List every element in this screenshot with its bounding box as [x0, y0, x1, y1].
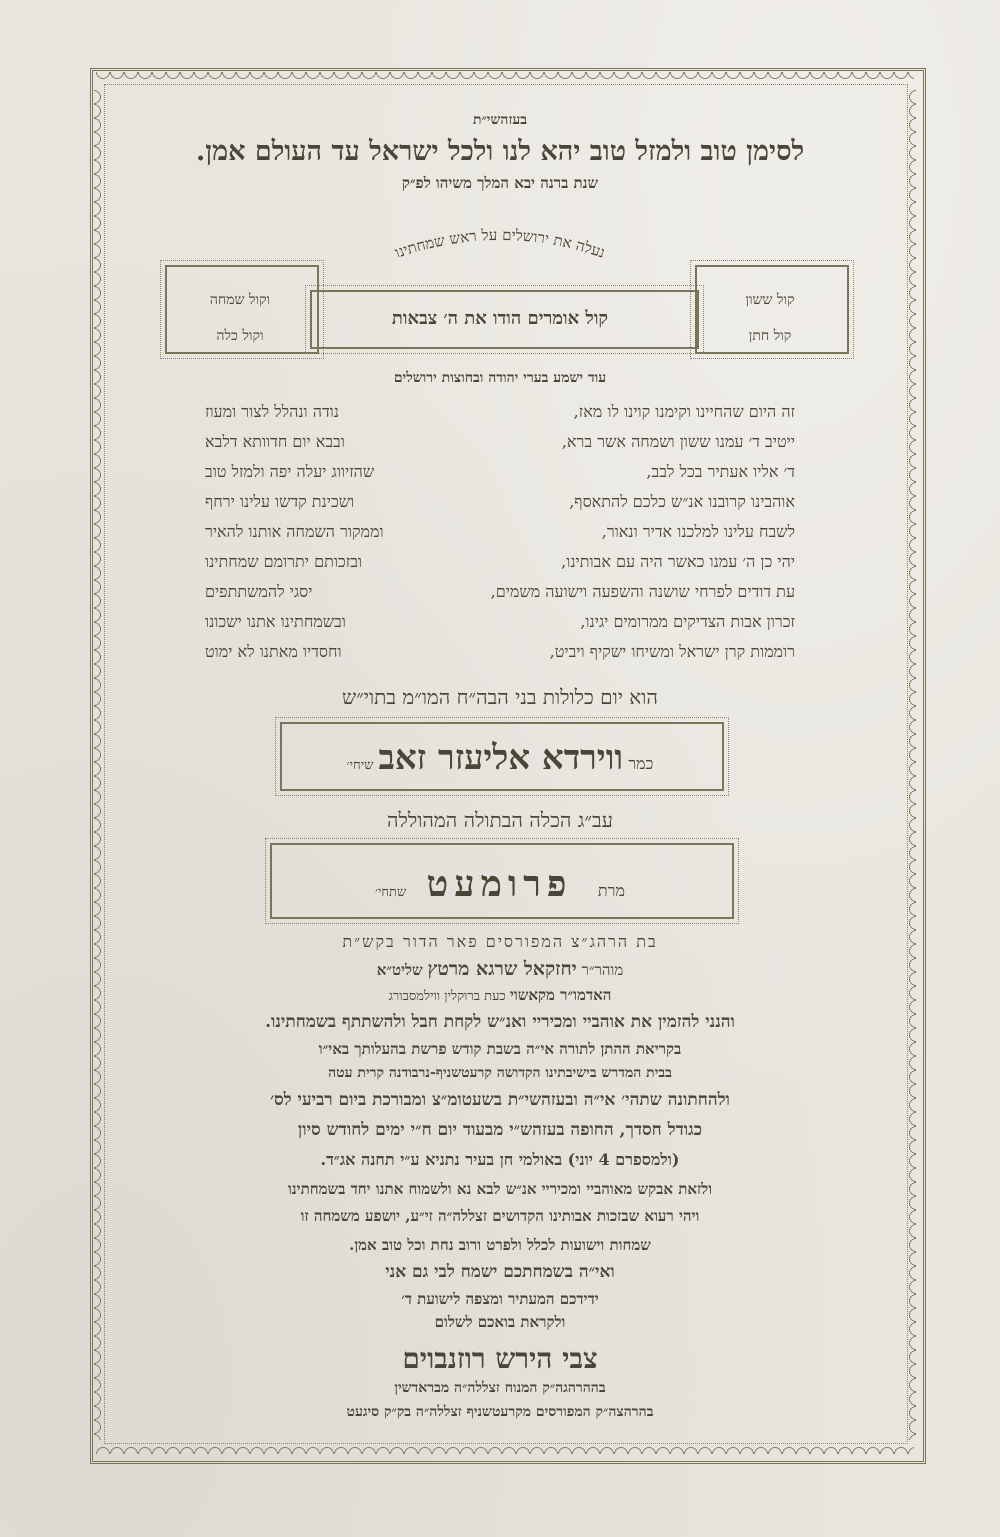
- arch-arc-svg: [300, 195, 700, 305]
- poem-line-left: נודה ונהלל לצור ומעוז: [205, 402, 339, 421]
- svg-text:נעלה את ירושלים על ראש שמחתינו: [393, 226, 608, 262]
- besiyata-text: בעזהשי״ת: [472, 112, 528, 128]
- poem-line: [205, 432, 795, 452]
- poem-line-right: ד׳ אליו אעתיר בכל לבב,: [646, 462, 795, 481]
- invitation-line: (ולמספרם 4 יוני) באולמי חן בעיר נתניא ע״י תחנה אג״ד.: [320, 1150, 680, 1169]
- poem-line: [205, 492, 795, 512]
- poem-line-left: ובבא יום חדוותא דלבא: [205, 432, 345, 451]
- poem-line: [205, 402, 795, 422]
- poem-line: [205, 552, 795, 572]
- poem-line-left: יסגי להמשתתפים: [205, 582, 313, 601]
- left-box-top: וקול שמחה: [209, 292, 271, 308]
- groom-suffix: שיחי׳: [346, 758, 374, 773]
- arch-center-text: קול אומרים הודו את ה׳ צבאות: [391, 308, 609, 329]
- father-rebbe-title: האדמו״ר מקאשוי: [509, 986, 612, 1004]
- poem-line-right: זכרון אבות הצדיקים ממרומים יגינו,: [580, 612, 795, 631]
- invitation-line: והנני להזמין את אוהביי ומכיריי ואנ״ש לקחת חבל ולהשתתף בשמחתינו.: [265, 1012, 735, 1032]
- invitation-line: ואי״ה בשמחתכם ישמח לבי גם אני: [385, 1262, 615, 1282]
- father-line2: [120, 958, 880, 981]
- signature-name: צבי הירש רוזנבוים: [402, 1342, 598, 1375]
- groom-name: ווירדא אליעזר זאב: [378, 738, 624, 778]
- right-box-bottom: קול חתן: [748, 328, 792, 344]
- invitation-line: ולהחתונה שתהי׳ אי״ה ובעזהשי״ת בשעטומ״צ ומבורכת ביום רביעי לס׳: [270, 1090, 730, 1110]
- father-line1: בת הרהג״צ המפורסים פאר הדור בקש״ת: [342, 932, 658, 951]
- father-title: מוהר״ר: [581, 961, 624, 979]
- groom-line: [120, 738, 880, 778]
- groom-intro: הוא יום כלולות בני הבה״ח המו״מ בתוי״ש: [342, 685, 658, 709]
- bride-intro: עב״ג הכלה הבתולה המהוללה: [387, 808, 613, 832]
- scallop-border-right: [902, 90, 916, 1440]
- poem-line-right: ייטיב ד׳ עמנו ששון ושמחה אשר ברא,: [561, 432, 795, 451]
- page-title: לסימן טוב ולמזל טוב יהא לנו ולכל ישראל עד העולם אמן.: [195, 136, 805, 167]
- arch-below-text: עוד ישמע בערי יהודה ובחוצות ירושלים: [393, 370, 607, 386]
- poem-line: [205, 462, 795, 482]
- invitation-line: שמחות וישועות לכלל ולפרט ורוב נחת וכל טוב אמן.: [349, 1236, 651, 1254]
- poem-line: [205, 582, 795, 602]
- arch-arc-text: נעלה את ירושלים על ראש שמחתינו: [392, 225, 608, 262]
- poem-line-left: ובשמחתינו אתנו ישכונו: [205, 612, 346, 631]
- poem-line: [205, 612, 795, 632]
- father-suffix: שליט״א: [376, 961, 423, 979]
- poem-line-right: יהי כן ה׳ עמנו כאשר היה עם אבותינו,: [561, 552, 795, 571]
- poem-line-left: שהזיווג יעלה יפה ולמזל טוב: [205, 462, 375, 481]
- father-name: יחזקאל שרגא מרטץ: [427, 958, 577, 980]
- signature-line1: ידידכם המעתיר ומצפה לישועת ד׳: [401, 1290, 599, 1308]
- poem-line-left: ושכינת קדשו עלינו ירחף: [205, 492, 355, 511]
- invitation-line: ולזאת אבקש מאוהביי ומכיריי אנ״ש לבא נא ולשמוח אתנו יחד בשמחתינו: [287, 1180, 713, 1198]
- left-box-bottom: וקול כלה: [216, 328, 264, 344]
- year-line: שנת ברנה יבא המלך משיהו לפ״ק: [401, 174, 599, 192]
- bride-line: [120, 863, 880, 905]
- poem-line-right: לשבח עלינו למלכנו אדיר ונאור,: [601, 522, 795, 541]
- signature-line2: ולקראת בואכם לשלום: [434, 1313, 566, 1331]
- scallop-border-left: [94, 90, 108, 1440]
- groom-prefix: כמר: [628, 754, 654, 773]
- poem-line-left: וממקור השמחה אותנו להאיר: [205, 522, 384, 541]
- right-box-top: קול ששון: [745, 292, 795, 308]
- poem-line: [205, 642, 795, 662]
- poem-line-left: ובזכותם יתרומם שמחתינו: [205, 552, 362, 571]
- poem-line-right: אוהבינו קרובנו אנ״ש כלכם להתאסף,: [569, 492, 795, 511]
- signature-line3: בההרהגה״ק המנוח זצללה״ה מבראדשין: [394, 1380, 606, 1396]
- invitation-line: ויהי רעוא שבזכות אבותינו הקדושים זצללה״ה זי״ע, יושפע משמחה זו: [300, 1207, 700, 1225]
- poem-line-right: רוממות קרן ישראל ומשיחו ישקיף ויביט,: [549, 642, 795, 661]
- invitation-line: כגודל חסדך, החופה בעזהש״י מבעוד יום ח״י ימים לחודש סיון: [297, 1120, 703, 1140]
- scallop-border-bottom: [96, 1440, 914, 1454]
- bride-name: פרומעט: [426, 863, 573, 905]
- poem-line-left: וחסדיו מאתנו לא ימוט: [205, 642, 342, 661]
- invitation-line: בבית המדרש בישיבתינו הקדושה קרעטשניף-נרבודנה קרית עטה: [328, 1065, 672, 1081]
- poem-line: [205, 522, 795, 542]
- poem-line-right: זה היום שהחיינו וקימנו קוינו לו מאז,: [573, 402, 795, 421]
- scallop-border-top: [96, 72, 914, 86]
- father-line3: [120, 986, 880, 1005]
- poem-line-right: עת דודים לפרחי שושנה והשפעה וישועה משמים,: [490, 582, 795, 601]
- father-location: כעת ברוקלין ווילמסבורג: [388, 989, 506, 1004]
- bride-prefix: מרת: [597, 881, 626, 900]
- signature-line4: בהרהצה״ק המפורסים מקרעטשניף זצללה״ה בק״ק סיגעט: [346, 1404, 654, 1420]
- bride-suffix: שתחי׳: [374, 885, 407, 900]
- invitation-line: בקריאת ההתן לתורה אי״ה בשבת קודש פרשת בהעלותך באי״ו: [318, 1040, 682, 1058]
